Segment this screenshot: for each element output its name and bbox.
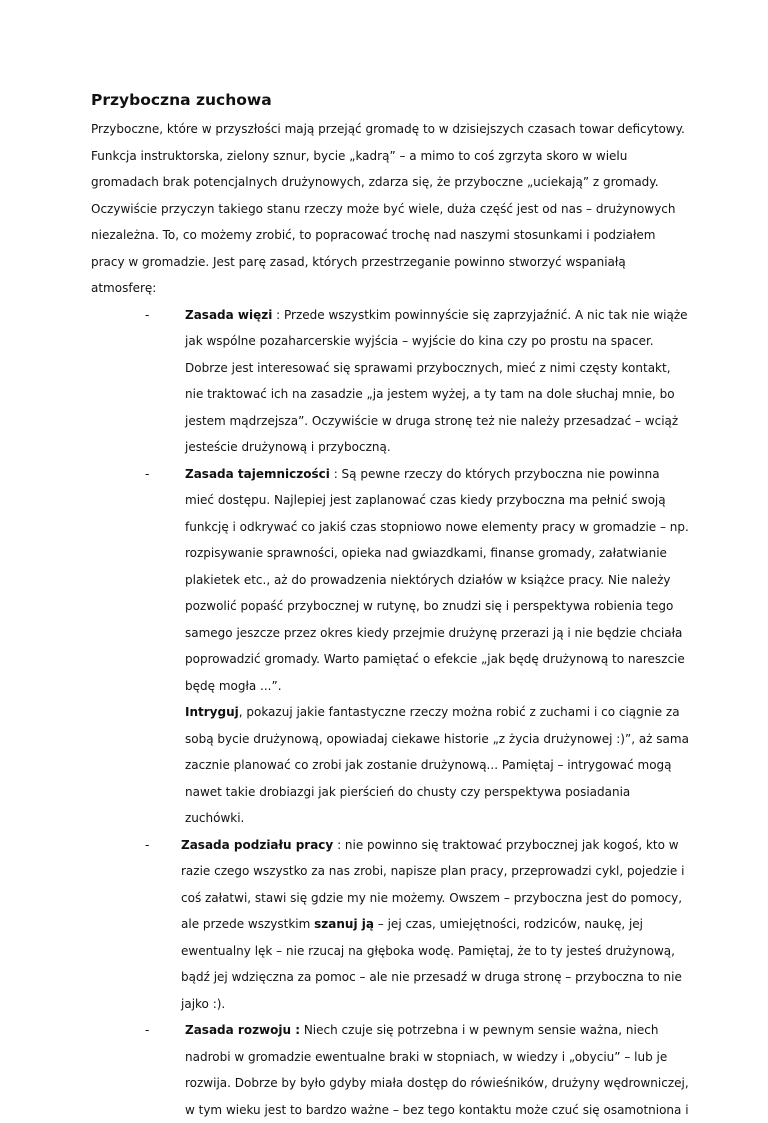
rule-heading: Zasada podziału pracy	[181, 838, 333, 852]
list-item-text: Zasada podziału pracy : nie powinno się traktować przybocznej jak kogoś, kto w razie czego wszystko za nas zrobi, napisze plan pracy, przeprowadzi cykl, pojedzie i coś załatwi, stawi się gdzie my nie możemy. Owszem – przyboczna jest do pomocy, ale przede wszystkim szanuj ją – jej czas, umiejętności, rodziców, naukę, jej ewentualny lęk – nie rzucaj na głęboka wodę. Pamiętaj, że to ty jesteś drużynową, bądź jej wdzięczna za pomoc – ale nie przesadź w druga stronę – przyboczna to nie jajko :).	[181, 832, 691, 1018]
bullet-dash: -	[145, 461, 149, 488]
rule-heading: Zasada więzi	[185, 308, 272, 322]
list-item	[91, 832, 691, 1018]
list-item-extra: Intryguj, pokazuj jakie fantastyczne rzeczy można robić z zuchami i co ciągnie za sobą bycie drużynową, opowiadaj ciekawe historie „z życia drużynowej :)”, aż sama zacznie planować co zrobi jak zostanie drużynową... Pamiętaj – intrygować mogą nawet takie drobiazgi jak pierścień do chusty czy perspektywa posiadania zuchówki.	[185, 699, 691, 832]
document-page	[91, 90, 691, 1123]
list-item	[91, 302, 691, 461]
list-item-text: Zasada więzi : Przede wszystkim powinnyście się zaprzyjaźnić. A nic tak nie wiąże jak wspólne pozaharcerskie wyjścia – wyjście do kina czy po prostu na spacer. Dobrze jest interesować się sprawami przybocznych, mieć z nimi częsty kontakt, nie traktować ich na zasadzie „ja jestem wyżej, a ty tam na dole słuchaj mnie, bo jestem mądrzejsza”. Oczywiście w druga stronę też nie należy przesadzać – wciąż jesteście drużynową i przyboczną.	[185, 302, 691, 461]
emphasis-intryguj: Intryguj	[185, 705, 239, 719]
list-item	[91, 461, 691, 832]
list-item-text: Zasada tajemniczości : Są pewne rzeczy do których przyboczna nie powinna mieć dostępu. Najlepiej jest zaplanować czas kiedy przyboczna ma pełnić swoją funkcję i odkrywać co jakiś czas stopniowo nowe elementy pracy w gromadzie – np. rozpisywanie sprawności, opieka nad gwiazdkami, finanse gromady, załatwianie plakietek etc., aż do prowadzenia niektórych działów w książce pracy. Nie należy pozwolić popaść przybocznej w rutynę, bo znudzi się i perspektywa robienia tego samego jeszcze przez okres kiedy przejmie drużynę przerazi ją i nie będzie chciała poprowadzić gromady. Warto pamiętać o efekcie „jak będę drużynową to nareszcie będę mogła ...”.	[185, 461, 691, 700]
document-title: Przyboczna zuchowa	[91, 90, 691, 110]
list-item	[91, 1017, 691, 1123]
rules-list	[91, 302, 691, 1123]
rule-heading: Zasada tajemniczości	[185, 467, 330, 481]
bullet-dash: -	[145, 302, 149, 329]
list-item-text: Zasada rozwoju : Niech czuje się potrzebna i w pewnym sensie ważna, niech nadrobi w gromadzie ewentualne braki w stopniach, w wiedzy i „obyciu” – lub je rozwija. Dobrze by było gdyby miała dostęp do rówieśników, drużyny wędrowniczej, w tym wieku jest to bardzo ważne – bez tego kontaktu może czuć się osamotniona i	[185, 1017, 691, 1123]
bullet-dash: -	[145, 832, 149, 859]
intro-paragraph: Przyboczne, które w przyszłości mają przejąć gromadę to w dzisiejszych czasach towar deficytowy. Funkcja instruktorska, zielony sznur, bycie „kadrą” – a mimo to coś zgrzyta skoro w wielu gromadach brak potencjalnych drużynowych, zdarza się, że przyboczne „uciekają” z gromady. Oczywiście przyczyn takiego stanu rzeczy może być wiele, duża część jest od nas – drużynowych niezależna. To, co możemy zrobić, to popracować trochę nad naszymi stosunkami i podziałem pracy w gromadzie. Jest parę zasad, których przestrzeganie powinno stworzyć wspaniałą atmosferę:	[91, 116, 691, 302]
rule-heading: Zasada rozwoju :	[185, 1023, 300, 1037]
bullet-dash: -	[145, 1017, 149, 1044]
emphasis-szanuj: szanuj ją	[314, 917, 374, 931]
